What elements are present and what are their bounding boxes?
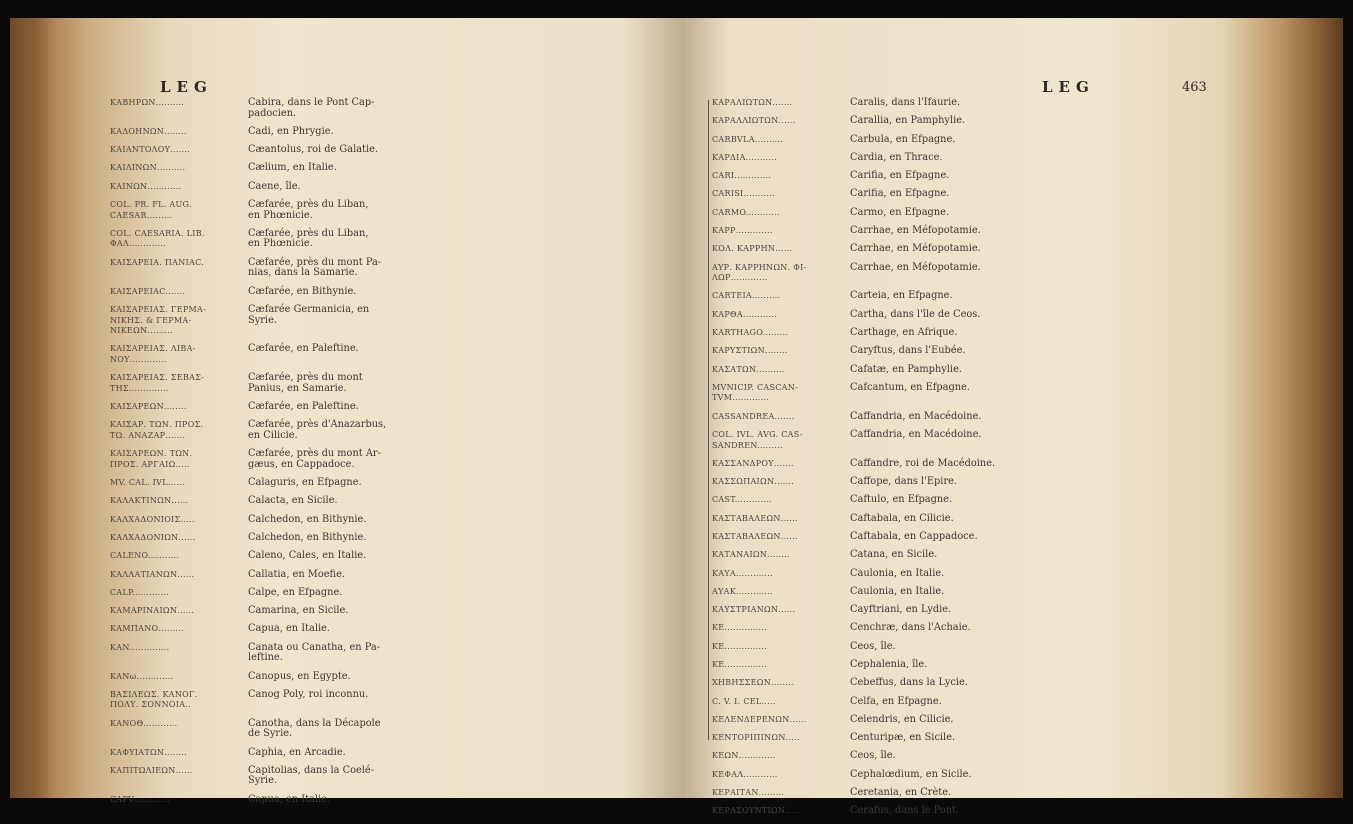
entry-place: Celfa, en Efpagne. — [850, 695, 942, 707]
entry-legend: CARI............. — [712, 171, 772, 181]
entry-legend: CAPV............. — [110, 794, 170, 804]
entry-place: Cafatæ, en Pamphylie. — [850, 363, 962, 375]
index-entry — [712, 623, 1252, 634]
entry-place: Caene, île. — [248, 180, 301, 192]
page-number: 463 — [1182, 80, 1207, 95]
index-entry — [712, 806, 1252, 817]
entry-legend: ΚΕΝΤΟΡΙΠΙΝΩΝ..... — [712, 733, 800, 743]
entry-place: Carmo, en Efpagne. — [850, 206, 950, 218]
entry-place: Centuripæ, en Sicile. — [850, 732, 956, 744]
entry-place: Carthage, en Afrique. — [850, 326, 958, 338]
entry-place: Ceos, île. — [850, 640, 896, 652]
entry-legend: ΚΑΙΣΑΡΕΙΑ. ΠΑΝΙΑC. — [110, 257, 205, 267]
entry-legend: ΚΑΙΣΑΡΕΩΝ. ΤΩΝ. ΠΡΟΣ. ΑΡΓΑΙΩ..... — [110, 449, 193, 469]
index-entry — [712, 751, 1252, 762]
left-margin-rule — [708, 100, 709, 740]
entry-legend: ΚΕΩΝ............. — [712, 751, 776, 761]
running-head-right: LEG — [1042, 78, 1095, 96]
entry-place: Caulonia, en Italie. — [850, 567, 945, 579]
entry-place: Caleno, Cales, en Italie. — [248, 550, 367, 562]
index-entry — [712, 291, 1252, 302]
index-entry — [712, 605, 1252, 616]
entry-place: Capua, en Italie. — [248, 623, 331, 635]
entry-place: Carteia, en Efpagne. — [850, 290, 953, 302]
entry-legend: ΚΑΝω............. — [110, 671, 174, 681]
entry-place: Caryftus, dans l'Eubée. — [850, 345, 966, 357]
index-entry — [712, 660, 1252, 671]
entry-legend: ΚΕΡΑΙΤΑΝ......... — [712, 787, 785, 797]
index-entry — [712, 244, 1252, 255]
entry-legend: ΚΕ............... — [712, 623, 768, 633]
index-entry — [712, 226, 1252, 237]
index-entry — [712, 208, 1252, 219]
index-entry — [110, 344, 672, 365]
entry-legend: ΚΑΙΣΑΡΕΩΝ........ — [110, 402, 187, 412]
entry-legend: ΚΑΔΟΗΝΩΝ........ — [110, 126, 187, 136]
index-entry — [712, 532, 1252, 543]
entry-place: Cardia, en Thrace. — [850, 151, 943, 163]
entry-legend: ΚΑΙΣΑΡΕΙΑΣ. ΛΙΒΑ- ΝΟΥ............. — [110, 344, 196, 364]
entry-legend: CARMO............ — [712, 207, 780, 217]
entry-legend: ΚΕΦΑΛ............ — [712, 769, 778, 779]
entry-legend: MVNICIP. CASCAN- TVM............. — [712, 382, 799, 403]
index-entry — [712, 116, 1252, 127]
index-entry — [110, 182, 672, 193]
index-entry — [712, 678, 1252, 689]
entry-place: Caffandria, en Macédoine. — [850, 410, 982, 422]
entry-place: Cæantolus, roi de Galatie. — [248, 144, 379, 156]
entry-place: Calchedon, en Bithynie. — [248, 513, 367, 525]
index-entry — [110, 229, 672, 250]
entry-legend: ΚΑΡΑΛΙΩΤΩΝ....... — [712, 98, 793, 107]
right-entries — [712, 98, 1252, 824]
entry-legend: ΚΕΛΕΝΔΕΡΕΝΩΝ...... — [712, 714, 807, 724]
entry-place: Cafcantum, en Efpagne. — [850, 381, 970, 393]
entry-legend: ΚΑΥΣΤΡΙΑΝΩΝ...... — [712, 605, 796, 615]
entry-place: Caphia, en Arcadie. — [248, 746, 346, 758]
entry-place: Carrhae, en Méfopotamie. — [850, 243, 981, 255]
entry-place: Celendris, en Cilicie. — [850, 713, 954, 725]
entry-legend: CARBVLA.......... — [712, 134, 784, 144]
entry-place: Carifia, en Efpagne. — [850, 170, 950, 182]
entry-legend: ΑΥΡ. ΚΑΡΡΗΝΩΝ. ΦΙ- ΛΩΡ............. — [712, 262, 807, 283]
entry-legend: ΚΑΡΑΛΛΙΩΤΩΝ...... — [712, 116, 796, 126]
index-entry — [712, 153, 1252, 164]
index-entry — [712, 733, 1252, 744]
entry-legend: ΚΑΙΣΑΡ. ΤΩΝ. ΠΡΟΣ. ΤΩ. ΑΝΑΖΑΡ....... — [110, 420, 204, 440]
entry-place: Carrhae, en Méfopotamie. — [850, 261, 981, 273]
entry-place: Canopus, en Egypte. — [248, 670, 351, 682]
entry-legend: ΚΑΣΣΩΠΑΙΩΝ....... — [712, 477, 795, 487]
index-entry — [110, 478, 672, 489]
entry-place: Ceos, île. — [850, 750, 896, 762]
index-entry — [110, 402, 672, 413]
entry-legend: ΚΑΠΙΤΩΛΙΕΩΝ...... — [110, 765, 193, 775]
entry-place: Cenchræ, dans l'Achaie. — [850, 622, 971, 634]
entry-place: Carifia, en Efpagne. — [850, 188, 950, 200]
entry-place: Cælium, en Italie. — [248, 162, 337, 174]
index-entry — [712, 642, 1252, 653]
entry-place: Carbula, en Efpagne. — [850, 133, 956, 145]
entry-place: Cebeffus, dans la Lycie. — [850, 677, 968, 689]
entry-legend: ΚΑRTHAGO......... — [712, 327, 789, 337]
entry-legend: ΚΑΙΣΑΡΕΙΑC....... — [110, 286, 186, 296]
entry-place: Canotha, dans la Décapole de Syrie. — [248, 717, 381, 740]
index-entry — [110, 373, 672, 394]
index-entry — [712, 550, 1252, 561]
running-head-left: LEG — [160, 78, 213, 96]
index-entry — [712, 98, 1252, 109]
index-entry — [110, 258, 672, 279]
index-entry — [110, 287, 672, 298]
index-entry — [712, 477, 1252, 488]
index-entry — [712, 383, 1252, 404]
entry-legend: CASSANDREA....... — [712, 411, 795, 421]
index-entry — [110, 672, 672, 683]
entry-legend: ΚΑΡΥΣΤΙΩΝ........ — [712, 346, 788, 356]
index-entry — [712, 587, 1252, 598]
entry-legend: ΑΥΑΚ............. — [712, 586, 773, 596]
index-entry — [712, 189, 1252, 200]
index-entry — [110, 163, 672, 174]
entry-legend: ΚΑΝ.............. — [110, 642, 170, 652]
entry-place: Cæfarée Germanicia, en Syrie. — [248, 303, 370, 326]
entry-legend: CALENO........... — [110, 551, 180, 561]
entry-legend: ΚΑΛΑΚΤΙΝΩΝ...... — [110, 496, 189, 506]
index-entry — [110, 570, 672, 581]
entry-place: Cayftriani, en Lydie. — [850, 604, 952, 616]
index-entry — [712, 171, 1252, 182]
index-entry — [110, 127, 672, 138]
index-entry — [110, 766, 672, 787]
entry-legend: ΚΕ............... — [712, 641, 768, 651]
entry-legend: ΚΕ............... — [712, 659, 768, 669]
index-entry — [110, 515, 672, 526]
index-entry — [712, 328, 1252, 339]
entry-legend: ΚΑΣΣΑΝΔΡΟΥ....... — [712, 458, 794, 468]
entry-place: Cephalœdium, en Sicile. — [850, 768, 972, 780]
entry-place: Canog Poly, roi inconnu. — [248, 688, 369, 700]
entry-place: Camarina, en Sicile. — [248, 605, 349, 617]
entry-legend: ΚΟΛ. ΚΑΡΡΗΝ...... — [712, 244, 793, 254]
entry-place: Caftabala, en Cilicie. — [850, 512, 954, 524]
entry-legend: ΚΑΣΤΑΒΑΛΕΩΝ...... — [712, 513, 798, 523]
index-entry — [712, 310, 1252, 321]
entry-legend: COL. CAESARIA. LIB. ΦΑΛ............. — [110, 228, 205, 249]
index-entry — [110, 719, 672, 740]
entry-legend: ΚΑΡΡ............. — [712, 225, 773, 235]
index-entry — [110, 533, 672, 544]
entry-legend: ΚΑΛΧΑΔΟΝΙΟΙΣ..... — [110, 514, 195, 524]
index-entry — [110, 496, 672, 507]
entry-legend: ΧΗΒΗΣΣΕΩΝ........ — [712, 678, 794, 688]
left-entries — [110, 98, 672, 813]
entry-legend: CARTEIA.......... — [712, 291, 781, 301]
entry-legend: CARISI........... — [712, 189, 775, 199]
entry-place: Cæfarée, près du Liban, en Phœnicie. — [248, 227, 369, 250]
entry-legend: ΚΑΡΘΑ............ — [712, 309, 778, 319]
index-entry — [712, 495, 1252, 506]
open-book — [10, 18, 1343, 817]
entry-legend: ΚΑΣΤΑΒΑΛΕΩΝ...... — [712, 531, 798, 541]
index-entry — [110, 98, 672, 119]
entry-place: Carrhae, en Méfopotamie. — [850, 224, 981, 236]
index-entry — [110, 145, 672, 156]
index-entry — [110, 690, 672, 711]
entry-legend: ΚΑΤΑΝΑΙΩΝ........ — [712, 550, 790, 560]
index-entry — [712, 697, 1252, 708]
entry-legend: ΚΑΛΛΑΤΙΑΝΩΝ...... — [110, 569, 195, 579]
index-entry — [110, 449, 672, 470]
index-entry — [110, 748, 672, 759]
entry-place: Caffope, dans l'Epire. — [850, 476, 958, 488]
entry-place: Cæfarée, près du mont Pa- nias, dans la Samarie. — [248, 256, 382, 279]
index-entry — [110, 588, 672, 599]
entry-place: Cadi, en Phrygie. — [248, 125, 334, 137]
entry-place: Capitolias, dans la Coelé- Syrie. — [248, 764, 375, 787]
entry-place: Caffandre, roi de Macédoine. — [850, 457, 996, 469]
entry-place: Catana, en Sicile. — [850, 549, 938, 561]
entry-legend: CAST............. — [712, 495, 772, 505]
entry-legend: ΚΕΡΑΣΟΥΝΤΙΩΝ..... — [712, 806, 800, 816]
entry-legend: ΚΑΙΛΙΝΩΝ.......... — [110, 163, 186, 173]
index-entry — [110, 420, 672, 441]
entry-legend: ΚΑΥΑ............. — [712, 568, 773, 578]
entry-legend: COL. IVL. AVG. CAS- SANDREN......... — [712, 429, 803, 450]
entry-place: Capua, en Italie. — [248, 793, 331, 805]
entry-legend: ΚΑΙΣΑΡΕΙΑΣ. ΓΕΡΜΑ- ΝΙΚΗΣ. & ΓΕΡΜΑ- ΝΙΚΕΩΝ......... — [110, 304, 207, 336]
entry-place: Cæfarée, près du Liban, en Phœnicie. — [248, 199, 369, 221]
entry-place: Caftulo, en Efpagne. — [850, 494, 953, 506]
index-entry — [712, 459, 1252, 470]
index-entry — [712, 569, 1252, 580]
entry-place: Calacta, en Sicile. — [248, 495, 338, 507]
entry-place: Cæfarée, près du mont Panius, en Samarie. — [248, 372, 363, 394]
entry-place: Cerafus, dans le Pont. — [850, 805, 960, 817]
index-entry — [110, 305, 672, 337]
entry-place: Cæfarée, en Bithynie. — [248, 285, 357, 297]
entry-legend: ΚΑΦΥΙΑΤΩΝ........ — [110, 747, 187, 757]
entry-place: Caffandria, en Macédoine. — [850, 428, 982, 440]
entry-legend: ΒΑΣΙΛΕΩΣ. ΚΑΝΟΓ. ΠΟΛΥ. ΣΟΝΝΟΙΑ.. — [110, 689, 198, 710]
entry-place: Cæfarée, près d'Anazarbus, en Cilicie. — [248, 419, 387, 441]
entry-place: Cartha, dans l'île de Ceos. — [850, 308, 981, 320]
entry-legend: C. V. I. CEL..... — [712, 696, 776, 706]
index-entry — [712, 346, 1252, 357]
entry-place: Canata ou Canatha, en Pa- leftine. — [248, 641, 381, 664]
entry-place: Cæfarée, près du mont Ar- gæus, en Cappadoce. — [248, 448, 381, 470]
entry-legend: CALP............. — [110, 587, 170, 597]
entry-legend: ΚΑΙΝΩΝ............ — [110, 181, 182, 191]
index-entry — [110, 795, 672, 806]
entry-legend: ΚΑΝΟΘ............ — [110, 718, 178, 728]
index-entry — [110, 551, 672, 562]
index-entry — [712, 770, 1252, 781]
entry-place: Calpe, en Efpagne. — [248, 586, 343, 598]
index-entry — [110, 643, 672, 664]
index-entry — [712, 788, 1252, 799]
index-entry — [712, 715, 1252, 726]
index-entry — [712, 365, 1252, 376]
entry-legend: ΚΑΡΔΙΑ........... — [712, 152, 777, 162]
entry-legend: COL. PR. FL. AUG. CAESAR......... — [110, 200, 192, 220]
entry-place: Callatia, en Moefie. — [248, 568, 345, 580]
entry-legend: ΚΑΙΣΑΡΕΙΑΣ. ΣΕΒΑΣ- ΤΗΣ.............. — [110, 373, 205, 393]
entry-place: Caralis, dans l'Ifaurie. — [850, 97, 961, 108]
entry-place: Cæfarée, en Paleftine. — [248, 343, 359, 355]
index-entry — [712, 263, 1252, 284]
entry-legend: ΚΑΜΑΡΙΝΑΙΩΝ...... — [110, 606, 195, 616]
entry-place: Calchedon, en Bithynie. — [248, 532, 367, 543]
index-entry — [712, 514, 1252, 525]
entry-legend: ΚΑΙΑΝΤΟΛΟΥ....... — [110, 145, 191, 155]
index-entry — [712, 412, 1252, 423]
entry-legend: ΚΑΛΧΑΔΟΝΙΩΝ...... — [110, 533, 196, 542]
entry-place: Cæfarée, en Paleftine. — [248, 401, 359, 413]
entry-place: Caftabala, en Cappadoce. — [850, 530, 978, 542]
entry-legend: ΚΑΣΑΤΩΝ.......... — [712, 364, 785, 374]
entry-place: Cephalenia, île. — [850, 658, 928, 670]
entry-place: Carallia, en Pamphylie. — [850, 115, 966, 127]
entry-place: Calaguris, en Efpagne. — [248, 477, 362, 489]
index-entry — [110, 606, 672, 617]
entry-place: Cabira, dans le Pont Cap- padocien. — [248, 97, 375, 119]
index-entry — [110, 624, 672, 635]
index-entry — [712, 430, 1252, 451]
entry-place: Caulonia, en Italie. — [850, 585, 945, 597]
index-entry — [712, 135, 1252, 146]
entry-place: Ceretania, en Crète. — [850, 786, 952, 798]
entry-legend: MV. CAL. IVL...... — [110, 478, 185, 488]
entry-legend: ΚΑΒΗΡΩΝ.......... — [110, 98, 185, 107]
index-entry — [110, 200, 672, 221]
entry-legend: ΚΑΜΠΑΝΟ......... — [110, 624, 184, 634]
